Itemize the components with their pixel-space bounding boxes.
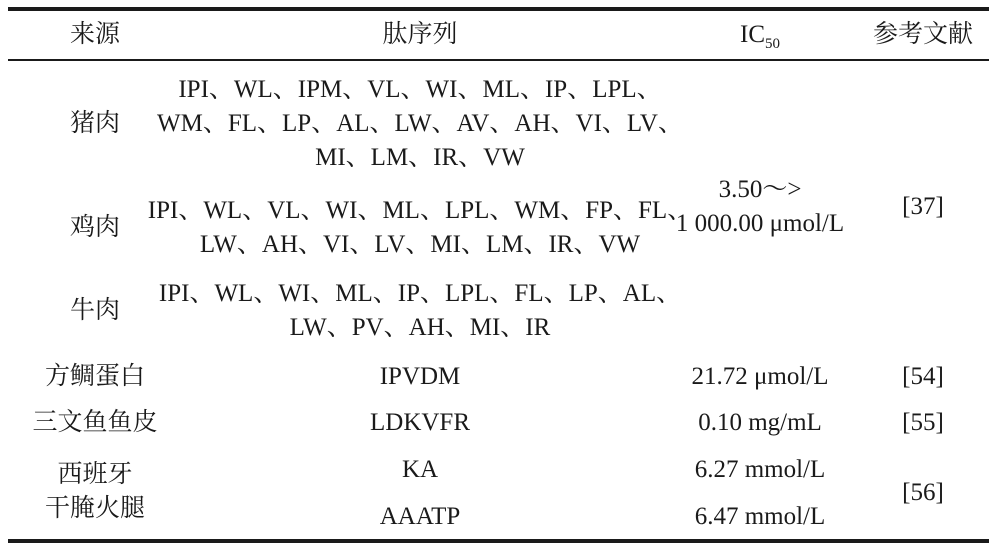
ic50-row-5: 0.10 mg/mL: [698, 409, 822, 436]
peptide-pork: IPI、WL、IPM、VL、WI、ML、IP、LPL、 WM、FL、LP、AL、LW、AV、AH、VI、LV、 MI、LM、IR、VW: [157, 76, 683, 171]
reference-ham-merged: [56]: [902, 479, 944, 506]
peptide-row-6a: KA: [401, 456, 439, 483]
source-pork: 猪肉: [69, 110, 121, 137]
peptide-row-5: LDKVFR: [369, 409, 471, 436]
source-row-5: 三文鱼鱼皮: [32, 409, 158, 436]
table-top-rule: [8, 7, 989, 11]
source-row-4: 方鲷蛋白: [44, 363, 146, 390]
reference-row-4: [54]: [902, 363, 944, 390]
header-ic50: $IC_{50}$: [740, 21, 780, 52]
header-reference: 参考文献: [872, 21, 974, 48]
table-bottom-rule: [8, 539, 989, 543]
table-header-rule: [8, 59, 989, 61]
source-row-6: 西班牙 干腌火腿: [44, 461, 146, 522]
ic50-row-6a: 6.27 mmol/L: [694, 456, 826, 483]
reference-meat-merged: [37]: [902, 193, 944, 220]
header-source: 来源: [69, 21, 121, 48]
ic50-row-4: 21.72 μmol/L: [691, 363, 829, 390]
ic50-row-6b: 6.47 mmol/L: [694, 503, 826, 530]
peptide-beef: IPI、WL、WI、ML、IP、LPL、FL、LP、AL、 LW、PV、AH、MI、IR: [158, 280, 682, 341]
peptide-row-6b: AAATP: [379, 503, 461, 530]
source-beef: 牛肉: [69, 297, 121, 324]
reference-row-5: [55]: [902, 409, 944, 436]
header-peptide: 肽序列: [382, 21, 458, 48]
source-chicken: 鸡肉: [69, 214, 121, 241]
ic50-meat-merged: 3.50～> 1 000.00 μmol/L: [675, 176, 845, 237]
peptide-row-4: IPVDM: [379, 363, 461, 390]
peptide-chicken: IPI、WL、VL、WI、ML、LPL、WM、FP、FL、 LW、AH、VI、LV、MI、LM、IR、VW: [147, 197, 693, 258]
